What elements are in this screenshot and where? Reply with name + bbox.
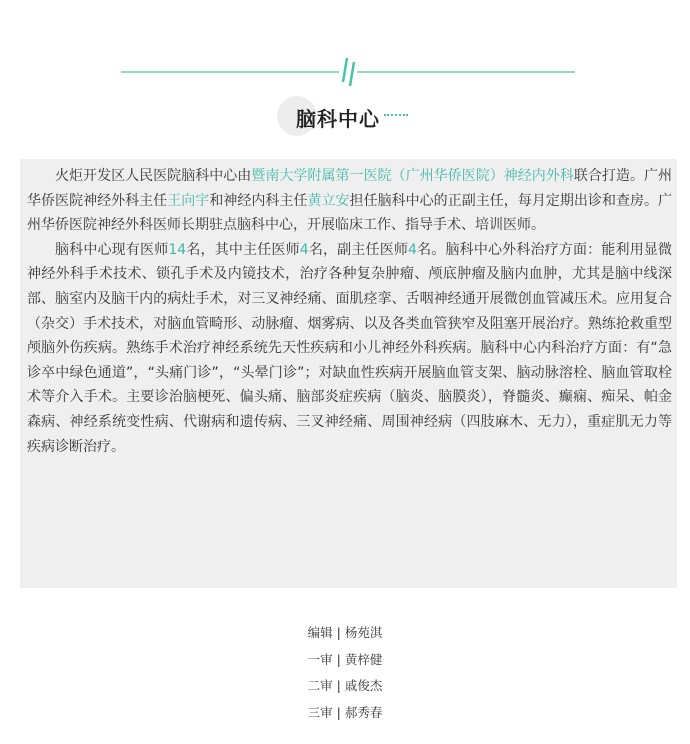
credits-block <box>0 620 690 726</box>
content-body <box>27 164 672 459</box>
title-dots-decoration <box>384 114 408 118</box>
page-title: 脑科中心 <box>296 107 380 131</box>
intro-paragraph <box>27 164 672 238</box>
credit-row-editor <box>0 620 690 647</box>
doctor-count: 14 <box>168 241 187 258</box>
credit-separator: | <box>336 651 341 667</box>
chief-count: 4 <box>299 241 309 258</box>
credit-role: 编辑 <box>307 625 333 640</box>
credit-separator: | <box>336 704 341 720</box>
credit-row-review-2 <box>0 673 690 700</box>
credit-role: 二审 <box>307 678 333 693</box>
text-segment: 名，其中主任医师 <box>186 241 300 258</box>
text-segment: 联合打造。广州华侨医院神经外科主任 <box>27 168 673 209</box>
deputy-director-name: 黄立安 <box>307 192 350 209</box>
credit-separator: | <box>336 625 341 640</box>
slash-mark-2 <box>350 62 354 86</box>
credit-name: 杨苑淇 <box>344 625 383 640</box>
credit-name: 郝秀春 <box>344 704 383 720</box>
credit-row-review-3 <box>0 700 690 727</box>
text-segment: 脑科中心现有医师 <box>55 241 169 258</box>
credit-role: 一审 <box>307 651 333 667</box>
credit-name: 戚俊杰 <box>344 678 383 693</box>
hospital-name: 暨南大学附属第一医院（广州华侨医院）神经内外科 <box>251 168 574 184</box>
services-paragraph <box>27 238 672 459</box>
slash-mark-1 <box>343 58 347 82</box>
text-segment: 和神经内科主任 <box>209 192 308 209</box>
credit-name: 黄梓健 <box>344 651 383 667</box>
text-segment: 火炬开发区人民医院脑科中心由 <box>55 168 252 184</box>
section-header <box>0 0 690 150</box>
text-segment: 名。脑科中心外科治疗方面：能利用显微神经外科手术技术、锁孔手术及内镜技术，治疗各种复杂肿瘤、颅底肿瘤及脑内血肿，尤其是脑中线深部、脑室内及脑干内的病灶手术，对三叉神经痛、面肌痉挛、舌咽神经通开展微创血管减压术。应用复合（杂交）手术技术，对脑血管畸形、动脉瘤、烟雾病、以及各类血管狭窄及阻塞开展治疗。熟练抢救重型颅脑外伤疾病。熟练手术治疗神经系统先天性疾病和小儿神经外科疾病。脑科中心内科治疗方面：有“急诊卒中绿色通道”，“头痛门诊”，“头晕门诊”；对缺血性疾病开展脑血管支架、脑动脉溶栓、脑血管取栓术等介入手术。主要诊治脑梗死、偏头痛、脑部炎症疾病（脑炎、脑膜炎），脊髓炎、癫痫、痴呆、帕金森病、神经系统变性病、代谢病和遗传病、三叉神经痛、周围神经病（四肢麻木、无力），重症肌无力等疾病诊断治疗。 <box>27 241 673 455</box>
credit-separator: | <box>336 678 341 693</box>
credit-role: 三审 <box>307 704 333 720</box>
text-segment: 担任脑科中心的正副主任，每月定期出诊和查房。广州华侨医院神经外科医师长期驻点脑科中心，开展临床工作、指导手术、培训医师。 <box>27 192 673 234</box>
director-name: 王向宇 <box>167 192 210 209</box>
deputy-count: 4 <box>408 241 417 258</box>
credit-row-review-1 <box>0 647 690 674</box>
text-segment: 名，副主任医师 <box>308 241 409 258</box>
